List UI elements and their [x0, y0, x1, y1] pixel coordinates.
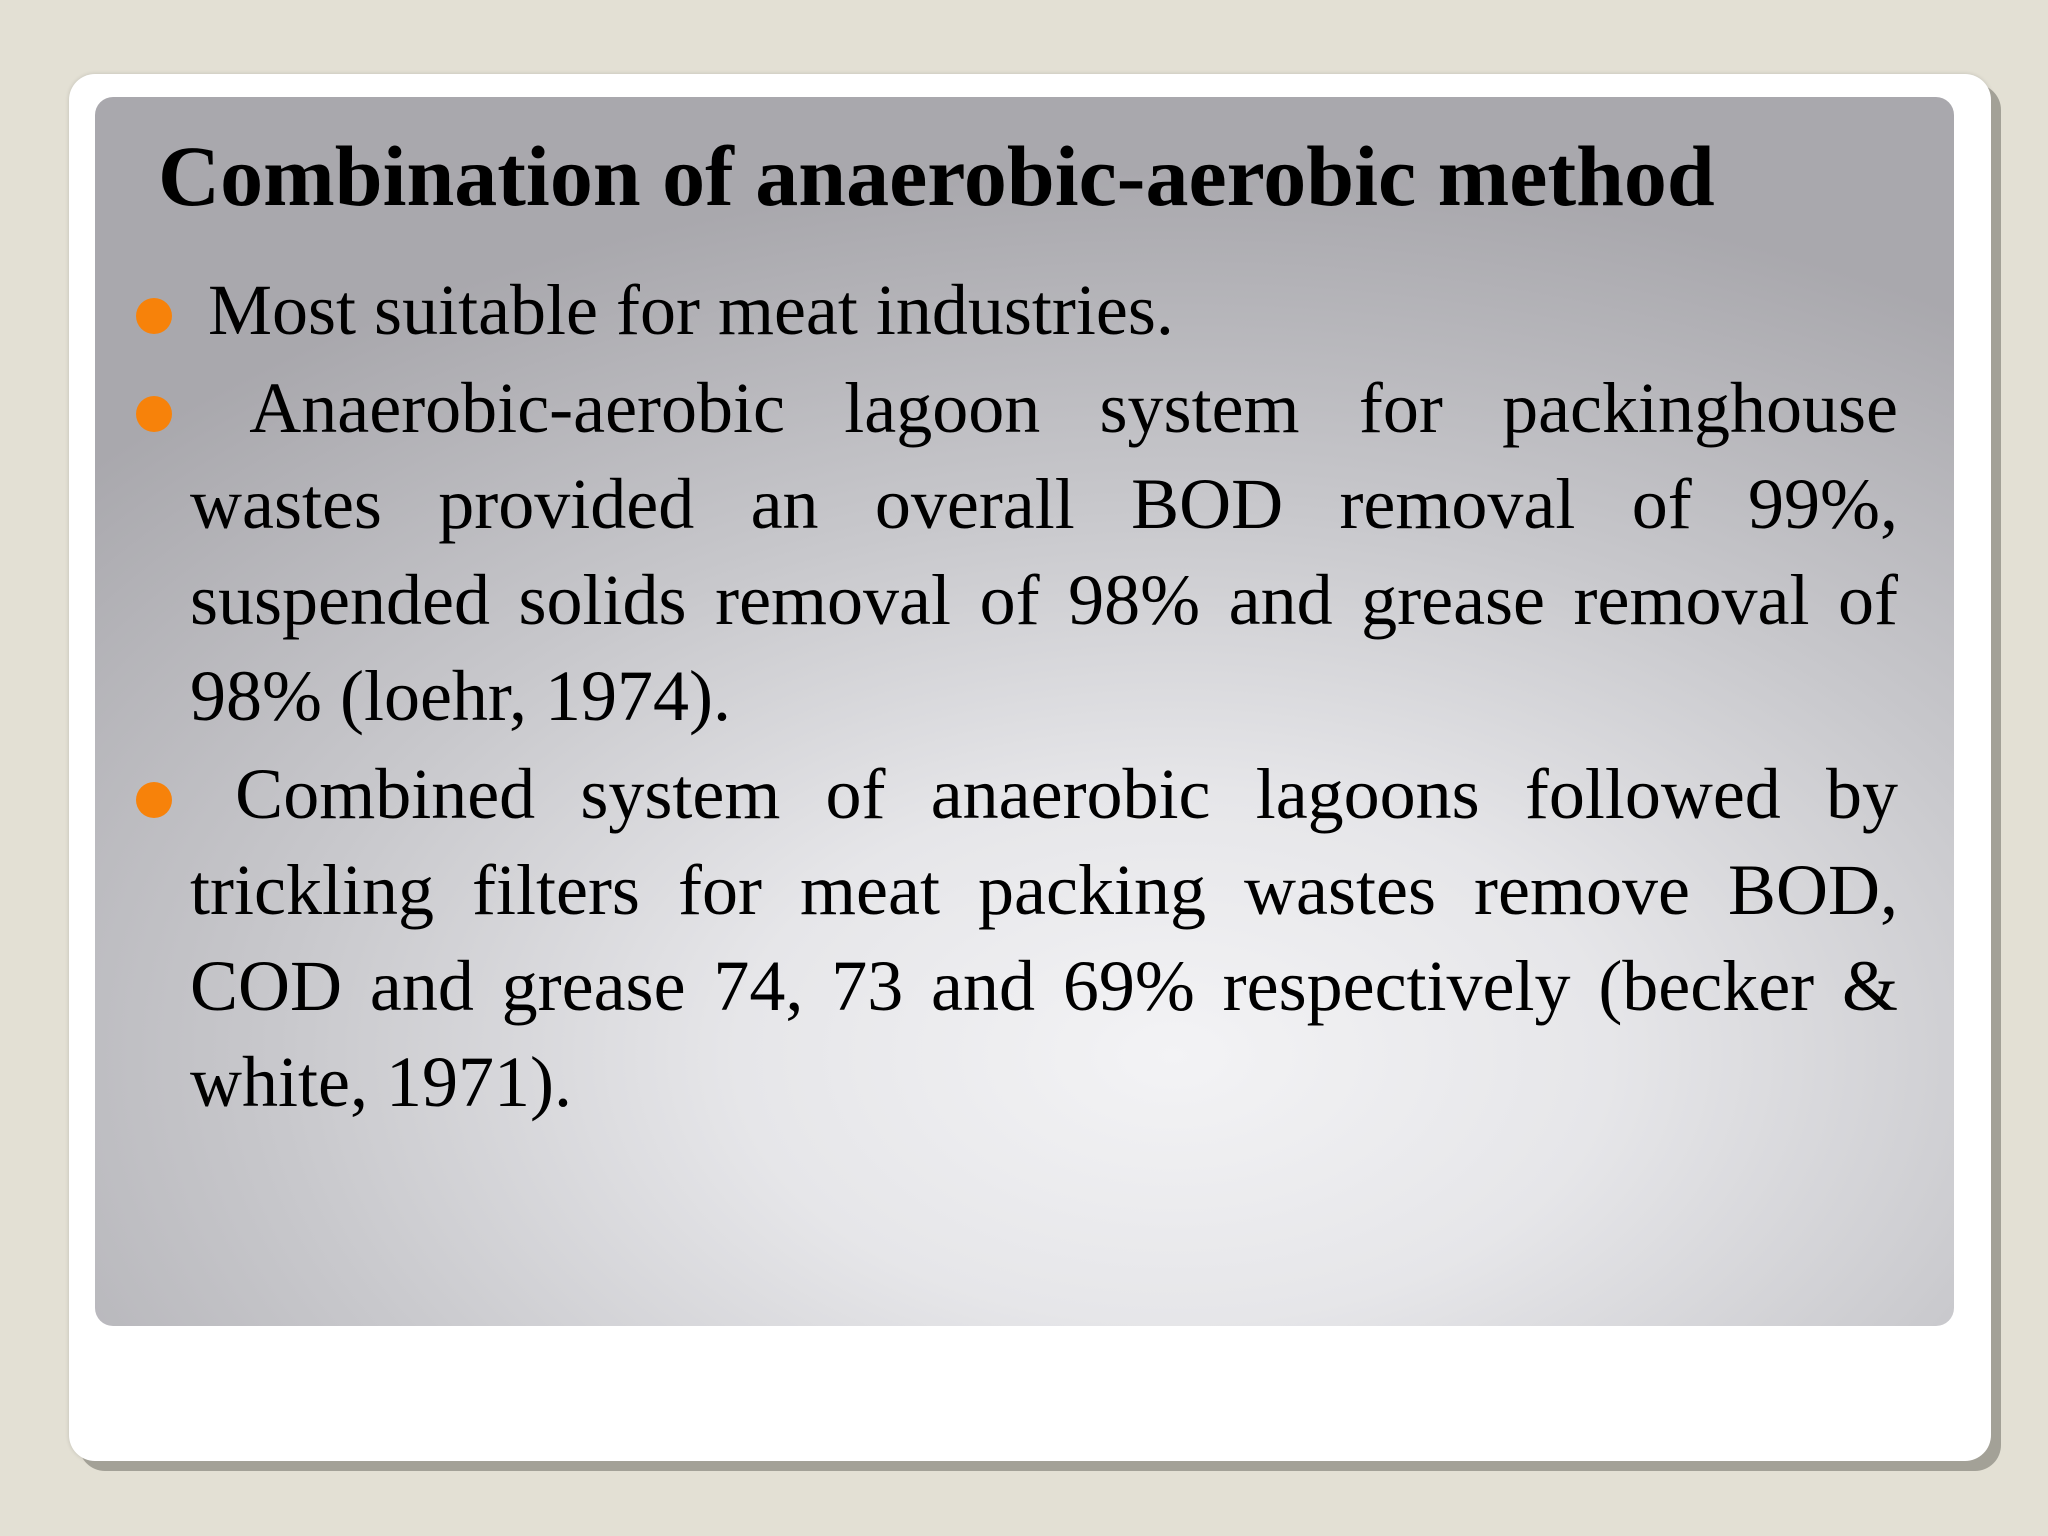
bullet-text: Most suitable for meat industries.: [190, 270, 1174, 350]
bullet-list: [190, 262, 1898, 1132]
bullet-text: Anaerobic-aerobic lagoon system for packinghouse wastes provided an overall BOD removal of 99%, suspended solids removal of 98% and grease removal of 98% (loehr, 1974).: [190, 368, 1898, 736]
slide-title: Combination of anaerobic-aerobic method: [158, 128, 1715, 224]
bullet-item-3: [190, 746, 1898, 1130]
bullet-text: Combined system of anaerobic lagoons followed by trickling filters for meat packing wastes remove BOD, COD and grease 74, 73 and 69% respectively (becker & white, 1971).: [190, 754, 1898, 1122]
bullet-item-1: [190, 262, 1898, 358]
bullet-item-2: [190, 360, 1898, 744]
orange-bullet-icon: [136, 782, 172, 818]
orange-bullet-icon: [136, 396, 172, 432]
orange-bullet-icon: [136, 298, 172, 334]
